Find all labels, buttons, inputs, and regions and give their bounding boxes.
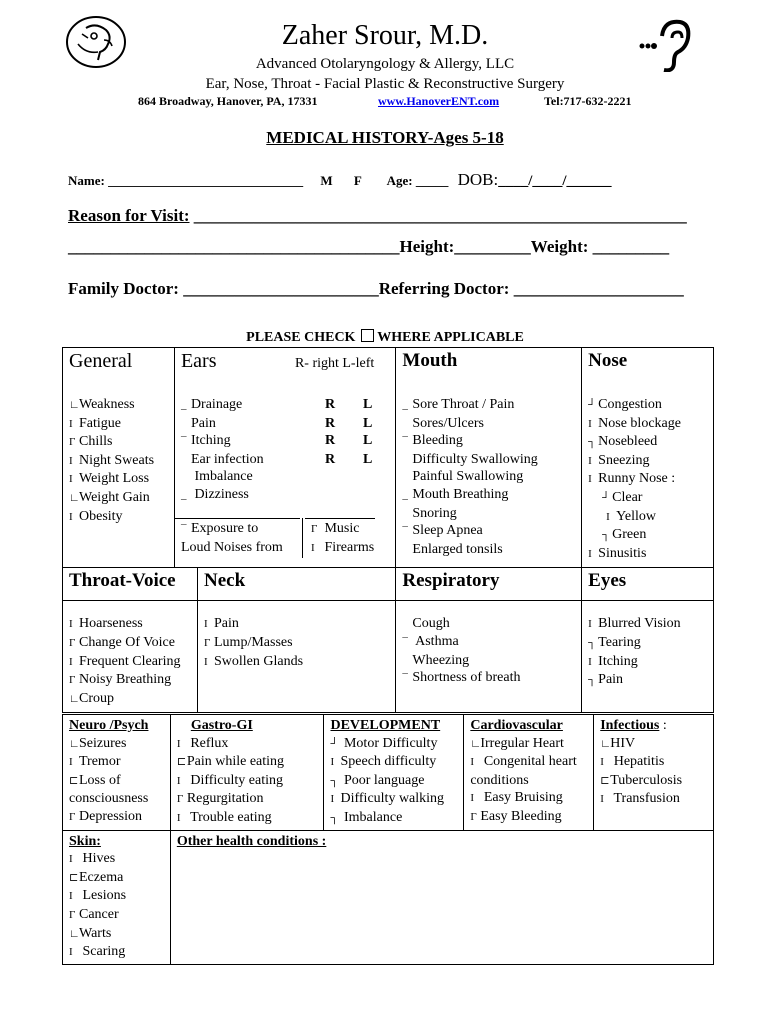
gastro-item[interactable]: ⊏Pain while eating bbox=[176, 754, 285, 770]
nose-title: Nose bbox=[588, 350, 628, 371]
neck-item[interactable]: Ι Swollen Glands bbox=[204, 653, 304, 669]
ears-section bbox=[174, 348, 395, 568]
height-label: Height: bbox=[399, 237, 455, 256]
check-instruction bbox=[0, 329, 770, 346]
ears-item[interactable]: Pain R L bbox=[190, 415, 373, 431]
mouth-item[interactable]: _ Sore Throat / Pain bbox=[402, 397, 515, 412]
music-option[interactable]: Γ Music bbox=[310, 521, 360, 536]
age-label: Age: bbox=[386, 173, 413, 188]
neuro-item[interactable]: Γ Depression bbox=[69, 808, 142, 824]
mouth-item[interactable]: ¯ Bleeding bbox=[402, 433, 463, 449]
development-section bbox=[324, 715, 464, 831]
infectious-item[interactable]: ∟HIV bbox=[600, 735, 636, 751]
weight-label: Weight: bbox=[530, 237, 589, 256]
throat-item[interactable]: ∟Croup bbox=[69, 690, 114, 706]
eyes-item[interactable]: ┐ Tearing bbox=[588, 634, 641, 650]
throat-item[interactable]: Γ Change Of Voice bbox=[69, 634, 175, 650]
infectious-heading bbox=[600, 717, 707, 735]
name-field[interactable]: ______________________________ bbox=[108, 173, 304, 188]
development-item[interactable]: ┐ Poor language bbox=[330, 772, 425, 788]
rl-legend: R- right L-left bbox=[294, 356, 375, 371]
nose-item[interactable]: ┘ Clear bbox=[602, 489, 643, 505]
eyes-item[interactable]: ┐ Pain bbox=[588, 672, 624, 688]
infectious-item[interactable]: ⊏Tuberculosis bbox=[600, 772, 683, 788]
gastro-item[interactable]: Ι Reflux bbox=[176, 735, 229, 751]
general-item[interactable]: Ι Weight Loss bbox=[69, 471, 150, 487]
skin-item[interactable]: Ι Scaring bbox=[69, 944, 126, 960]
general-item[interactable]: ∟Weight Gain bbox=[69, 489, 150, 505]
respiratory-item[interactable]: Wheezing bbox=[412, 652, 470, 668]
check-note-text: PLEASE CHECK bbox=[246, 330, 356, 345]
skin-item[interactable]: Ι Lesions bbox=[69, 888, 127, 904]
respiratory-item[interactable]: Cough bbox=[412, 616, 450, 632]
neuro-title: Neuro /Psych bbox=[69, 718, 149, 733]
respiratory-title: Respiratory bbox=[402, 570, 500, 592]
family-doctor-field[interactable]: _______________________ bbox=[183, 279, 379, 298]
other-conditions-section[interactable] bbox=[170, 830, 713, 964]
other-conditions-title: Other health conditions : bbox=[176, 833, 327, 849]
dob-label: DOB: bbox=[457, 170, 499, 189]
form-title: MEDICAL HISTORY-Ages 5-18 bbox=[266, 128, 504, 147]
mouth-item[interactable]: Difficulty Swallowing bbox=[412, 451, 538, 467]
cardio-section bbox=[464, 715, 594, 831]
phone: Tel:717-632-2221 bbox=[544, 94, 632, 108]
nose-item[interactable]: Ι Nose blockage bbox=[588, 415, 681, 431]
neuro-item[interactable]: ∟Seizures bbox=[69, 735, 127, 751]
weight-field[interactable]: _________ bbox=[592, 237, 670, 256]
cardio-item[interactable]: Ι Congenital heart bbox=[470, 754, 577, 770]
height-field[interactable]: _________ bbox=[454, 237, 531, 256]
nose-item[interactable]: ┐ Green bbox=[602, 527, 647, 543]
eyes-item[interactable]: Ι Blurred Vision bbox=[588, 616, 681, 632]
throat-item[interactable]: Ι Frequent Clearing bbox=[69, 653, 181, 669]
cardio-item[interactable]: Γ Easy Bleeding bbox=[470, 808, 562, 824]
infectious-colon: : bbox=[662, 718, 667, 733]
referring-doctor-label: Referring Doctor: bbox=[378, 279, 510, 298]
firearms-option[interactable]: Ι Firearms bbox=[310, 539, 375, 555]
development-item[interactable]: Ι Speech difficulty bbox=[330, 754, 437, 770]
neck-item[interactable]: Γ Lump/Masses bbox=[204, 634, 293, 650]
skin-item[interactable]: Γ Cancer bbox=[69, 906, 119, 922]
age-field[interactable]: _____ bbox=[415, 173, 449, 188]
cardio-item: conditions bbox=[470, 772, 529, 788]
respiratory-item[interactable]: ¯ Asthma bbox=[402, 633, 459, 649]
ears-item[interactable]: Imbalance bbox=[194, 469, 253, 485]
ears-item[interactable]: _ Dizziness bbox=[180, 486, 249, 502]
skin-item[interactable]: ⊏Eczema bbox=[69, 869, 124, 885]
website-link[interactable]: www.HanoverENT.com bbox=[378, 94, 500, 108]
doctor-name: Zaher Srour, M.D. bbox=[281, 20, 489, 51]
gastro-item[interactable]: Ι Difficulty eating bbox=[176, 772, 283, 788]
mouth-item[interactable]: ¯ Sleep Apnea bbox=[402, 523, 483, 539]
checkbox-icon bbox=[361, 329, 374, 342]
development-item[interactable]: ┐ Imbalance bbox=[330, 809, 403, 825]
name-row bbox=[68, 170, 612, 190]
respiratory-section bbox=[396, 568, 582, 713]
height-weight-row bbox=[68, 237, 669, 257]
neuro-item: consciousness bbox=[69, 791, 149, 807]
reason-field[interactable]: __________________________________________________________ bbox=[193, 206, 687, 225]
development-item[interactable]: Ι Difficulty walking bbox=[330, 791, 445, 807]
skin-title: Skin: bbox=[69, 833, 101, 849]
nose-section bbox=[582, 348, 714, 568]
throat-item[interactable]: Γ Noisy Breathing bbox=[69, 672, 172, 688]
infectious-section bbox=[594, 715, 714, 831]
ears-item[interactable]: ¯ Itching R L bbox=[180, 433, 373, 449]
gastro-title: Gastro-GI bbox=[190, 718, 253, 733]
nose-item[interactable]: Ι Runny Nose : bbox=[588, 471, 676, 487]
cardio-item[interactable]: Ι Easy Bruising bbox=[470, 790, 563, 806]
practice-name: Advanced Otolaryngology & Allergy, LLC bbox=[255, 56, 515, 72]
general-section bbox=[63, 348, 175, 568]
nose-item[interactable]: ┘ Congestion bbox=[588, 397, 662, 412]
dob-field[interactable]: ____/____/______ bbox=[498, 173, 612, 189]
reason-label: Reason for Visit: bbox=[68, 206, 190, 225]
ears-title: Ears bbox=[180, 350, 217, 372]
infectious-title: Infectious bbox=[600, 718, 660, 733]
reason-row bbox=[68, 206, 687, 226]
cardio-title: Cardiovascular bbox=[470, 718, 563, 733]
gastro-section bbox=[170, 715, 324, 831]
general-item[interactable]: Ι Fatigue bbox=[69, 415, 121, 431]
neuro-item[interactable]: ⊏Loss of bbox=[69, 772, 121, 788]
eyes-section bbox=[582, 568, 714, 713]
mouth-section bbox=[396, 348, 582, 568]
mouth-item[interactable]: Snoring bbox=[412, 505, 457, 521]
male-option[interactable]: M bbox=[320, 173, 333, 188]
throat-section bbox=[63, 568, 198, 712]
general-title: General bbox=[69, 350, 133, 372]
nose-item[interactable]: Ι Yellow bbox=[606, 508, 656, 524]
female-option[interactable]: F bbox=[353, 173, 362, 188]
history-grid bbox=[62, 714, 714, 965]
gastro-item[interactable]: Ι Trouble eating bbox=[176, 809, 272, 825]
mouth-item[interactable]: _ Mouth Breathing bbox=[402, 486, 509, 502]
gastro-item[interactable]: Γ Regurgitation bbox=[176, 791, 264, 807]
address: 864 Broadway, Hanover, PA, 17331 bbox=[138, 94, 318, 108]
throat-title: Throat-Voice bbox=[69, 570, 176, 592]
family-doctor-label: Family Doctor: bbox=[68, 279, 179, 298]
general-item[interactable]: Γ Chills bbox=[69, 434, 113, 450]
development-title: DEVELOPMENT bbox=[330, 718, 441, 733]
infectious-item[interactable]: Ι Transfusion bbox=[600, 791, 680, 807]
development-item[interactable]: ┘ Motor Difficulty bbox=[330, 735, 438, 751]
cardio-item[interactable]: ∟Irregular Heart bbox=[470, 735, 564, 751]
mouth-item[interactable]: Sores/Ulcers bbox=[412, 415, 484, 431]
general-item[interactable]: Ι Obesity bbox=[69, 508, 123, 524]
name-label: Name: bbox=[68, 173, 105, 188]
eyes-item[interactable]: Ι Itching bbox=[588, 653, 638, 669]
nose-item[interactable]: ┐ Nosebleed bbox=[588, 434, 658, 450]
symptom-grid bbox=[62, 347, 714, 713]
mouth-item[interactable]: Enlarged tonsils bbox=[412, 541, 503, 557]
skin-section bbox=[63, 830, 171, 964]
noise-exposure[interactable]: ¯ Exposure to Loud Noises from bbox=[180, 521, 283, 555]
mouth-title: Mouth bbox=[402, 350, 458, 371]
general-item[interactable]: Ι Night Sweats bbox=[69, 452, 155, 468]
ears-item[interactable]: _ Drainage R L bbox=[180, 397, 373, 412]
neck-title: Neck bbox=[204, 570, 246, 592]
respiratory-item[interactable]: ¯ Shortness of breath bbox=[402, 670, 521, 686]
check-note-text-2: WHERE APPLICABLE bbox=[377, 330, 524, 345]
ears-item[interactable]: Ear infection R L bbox=[190, 451, 373, 467]
neuro-section bbox=[63, 715, 171, 831]
skin-item[interactable]: Ι Hives bbox=[69, 851, 116, 867]
throat-item[interactable]: Ι Hoarseness bbox=[69, 616, 143, 632]
nose-item[interactable]: Ι Sneezing bbox=[588, 452, 650, 468]
general-item[interactable]: ∟Weakness bbox=[69, 397, 135, 412]
nose-item[interactable]: Ι Sinusitis bbox=[588, 545, 647, 561]
referring-doctor-field[interactable]: ____________________ bbox=[513, 279, 684, 298]
specialty-line: Ear, Nose, Throat - Facial Plastic & Reconstructive Surgery bbox=[205, 76, 565, 92]
neck-section bbox=[198, 568, 396, 712]
neuro-item[interactable]: Ι Tremor bbox=[69, 754, 121, 770]
eyes-title: Eyes bbox=[588, 570, 627, 592]
doctor-row bbox=[68, 279, 684, 299]
reason-field-2[interactable]: _______________________________________ bbox=[68, 237, 400, 256]
neck-item[interactable]: Ι Pain bbox=[204, 616, 239, 632]
infectious-item[interactable]: Ι Hepatitis bbox=[600, 754, 665, 770]
mouth-item[interactable]: Painful Swallowing bbox=[412, 469, 524, 485]
skin-item[interactable]: ∟Warts bbox=[69, 925, 112, 941]
